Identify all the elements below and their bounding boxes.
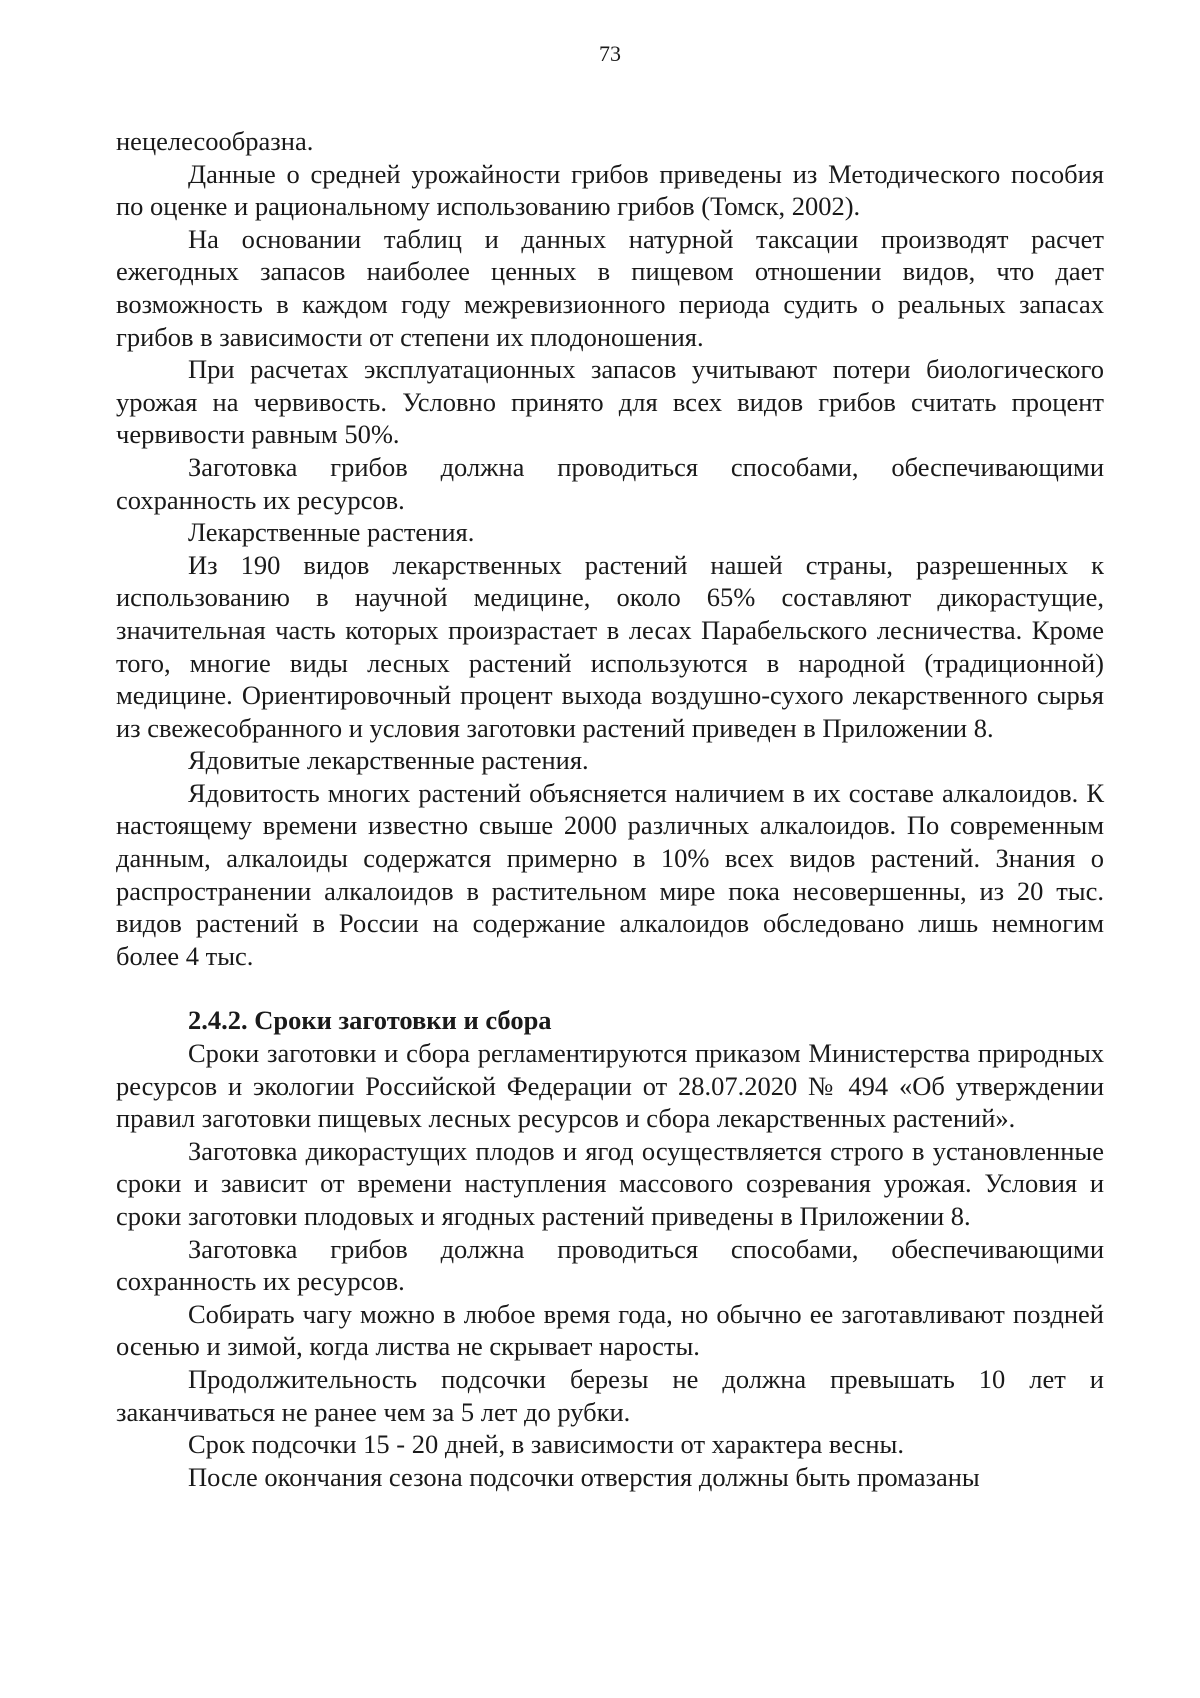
paragraph: Ядовитость многих растений объясняется наличием в их составе алкалоидов. К настоящему времени известно свыше 2000 различных алкалоидов. По современным данным, алкалоиды содержатся примерно в 10% всех видов растений. Знания о распространении алкалоидов в растительном мире пока несовершенны, из 20 тыс. видов растений в России на содержание алкалоидов обследовано лишь немногим более 4 тыс. xyxy=(116,777,1104,971)
paragraph: Заготовка грибов должна проводиться способами, обеспечивающими сохранность их ресурсов. xyxy=(116,1233,1104,1297)
paragraph: При расчетах эксплуатационных запасов учитывают потери биологического урожая на червивость. Условно принято для всех видов грибов считать процент червивости равным 50%. xyxy=(116,354,1104,450)
paragraph: Лекарственные растения. xyxy=(188,517,475,548)
page-number: 73 xyxy=(599,41,621,66)
body-text-before xyxy=(116,125,1104,972)
paragraph: После окончания сезона подсочки отверстия должны быть промазаны xyxy=(188,1461,980,1492)
body-text-after xyxy=(116,1037,1104,1493)
paragraph: Срок подсочки 15 - 20 дней, в зависимости от характера весны. xyxy=(188,1429,904,1460)
paragraph: нецелесообразна. xyxy=(116,126,314,156)
paragraph: Ядовитые лекарственные растения. xyxy=(188,745,589,776)
paragraph: Из 190 видов лекарственных растений нашей страны, разрешенных к использованию в научной медицине, около 65% составляют дикорастущие, значительная часть которых произрастает в лесах Парабельского лесничества. Кроме того, многие виды лесных растений используются в народной (традиционной) медицине. Ориентировочный процент выхода воздушно-сухого лекарственного сырья из свежесобранного и условия заготовки растений приведен в Приложении 8. xyxy=(116,549,1104,743)
paragraph: Продолжительность подсочки березы не должна превышать 10 лет и заканчиваться не ранее чем за 5 лет до рубки. xyxy=(116,1363,1104,1427)
paragraph: Заготовка грибов должна проводиться способами, обеспечивающими сохранность их ресурсов. xyxy=(116,451,1104,515)
paragraph: Собирать чагу можно в любое время года, но обычно ее заготавливают поздней осенью и зимой, когда листва не скрывает наросты. xyxy=(116,1298,1104,1362)
paragraph: Заготовка дикорастущих плодов и ягод осуществляется строго в установленные сроки и зависит от времени наступления массового созревания урожая. Условия и сроки заготовки плодовых и ягодных растений приведены в Приложении 8. xyxy=(116,1135,1104,1231)
paragraph: Сроки заготовки и сбора регламентируются приказом Министерства природных ресурсов и экологии Российской Федерации от 28.07.2020 № 494 «Об утверждении правил заготовки пищевых лесных ресурсов и сбора лекарственных растений». xyxy=(116,1038,1104,1134)
paragraph: На основании таблиц и данных натурной таксации производят расчет ежегодных запасов наиболее ценных в пищевом отношении видов, что дает возможность в каждом году межревизионного периода судить о реальных запасах грибов в зависимости от степени их плодоношения. xyxy=(116,223,1104,352)
section-heading: 2.4.2. Сроки заготовки и сбора xyxy=(188,1005,552,1036)
paragraph: Данные о средней урожайности грибов приведены из Методического пособия по оценке и рациональному использованию грибов (Томск, 2002). xyxy=(116,158,1104,222)
